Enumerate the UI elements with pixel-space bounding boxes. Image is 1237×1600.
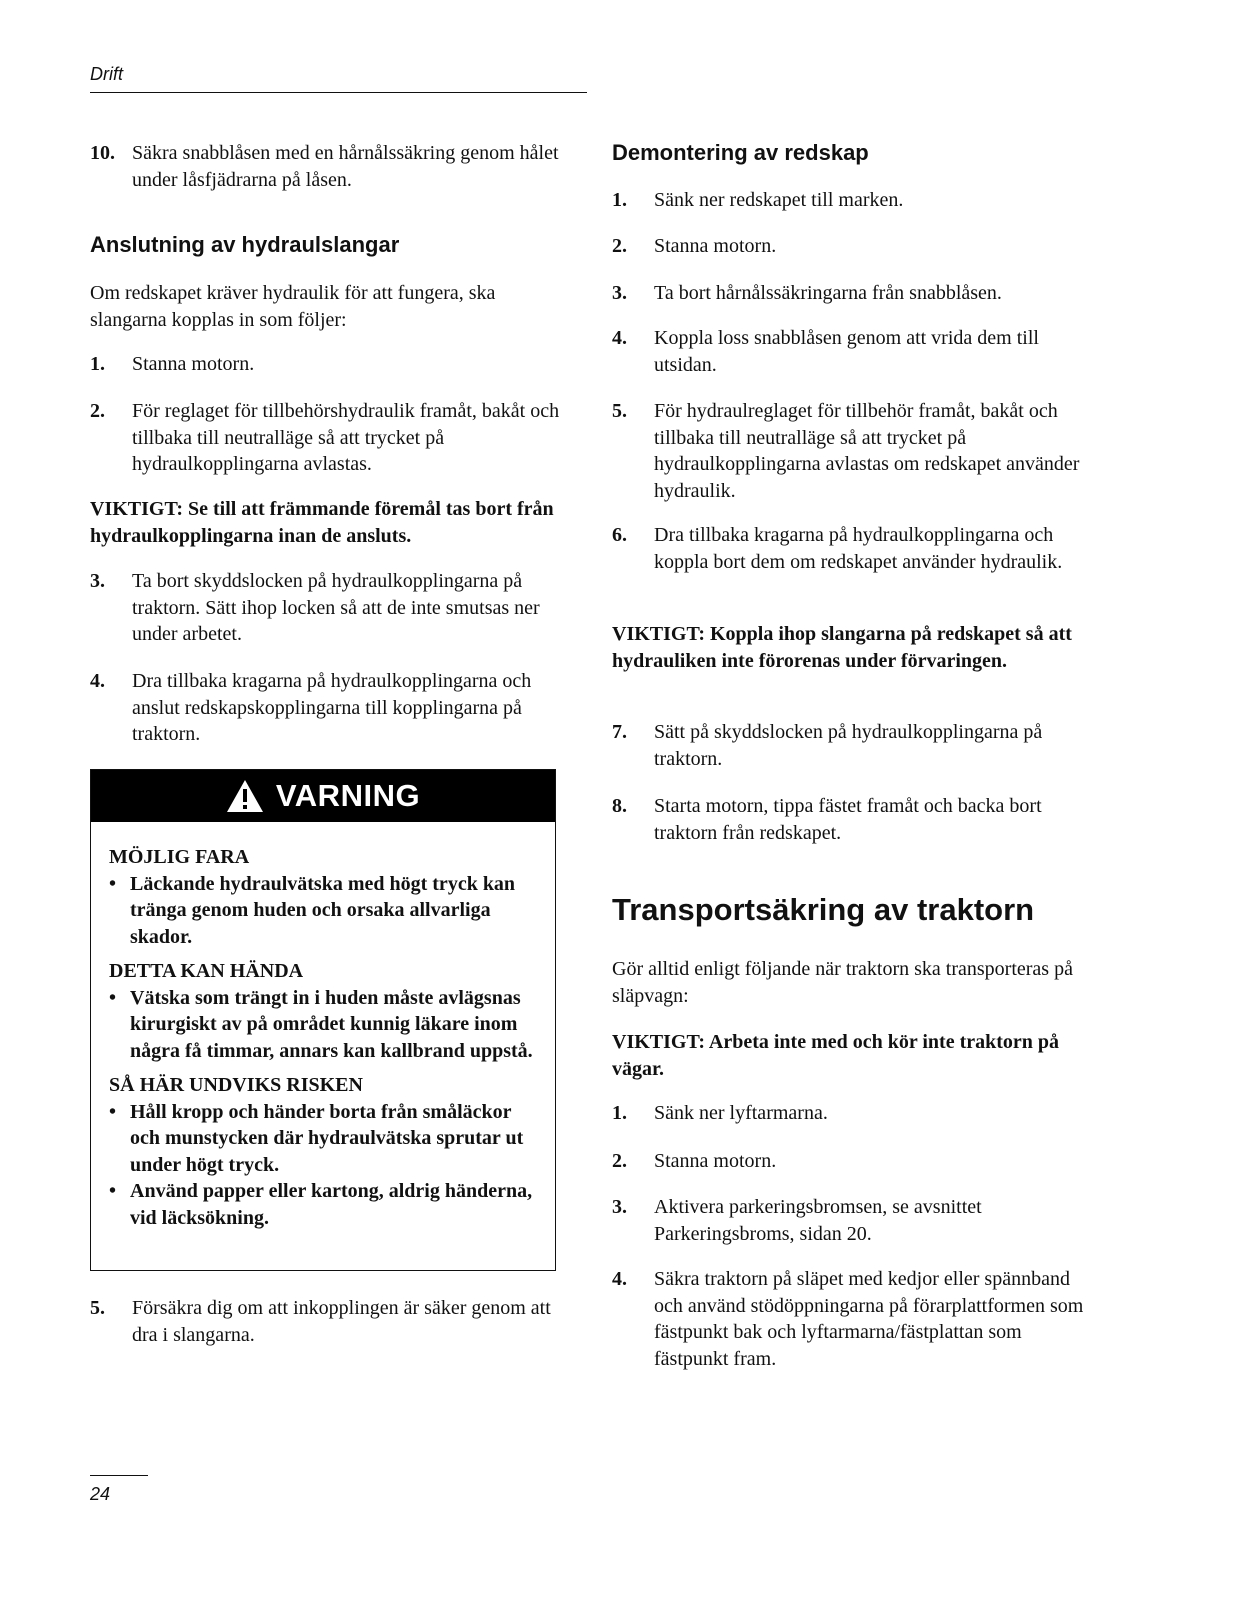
consequence-item [109,985,537,1065]
important-note: VIKTIGT: Se till att främmande föremål tas bort från hydraulkopplingarna inan de ansluts. [90,498,554,547]
step-text: Säkra traktorn på släpet med kedjor eller spännband och använd stödöppningarna på förarplattformen som fästpunkt bak och lyftarmarna/fästplattan som fästpunkt fram. [654,1268,1084,1370]
step-10 [90,140,568,193]
hazard-item [109,871,537,951]
heading-remove-implement: Demontering av redskap [612,140,869,165]
step-text: Säkra snabblåsen med en hårnålssäkring genom hålet under låsfjädrarna på låsen. [132,142,559,191]
step-number: 7. [612,721,627,743]
step-4 [90,668,568,748]
step-7 [612,719,1090,772]
important-note: VIKTIGT: Arbeta inte med och kör inte traktorn på vägar. [612,1031,1060,1080]
step-number: 6. [612,524,627,546]
bullet-icon: • [109,986,117,1009]
step-text: Dra tillbaka kragarna på hydraulkopplingarna och anslut redskapskopplingarna till kopplingarna på traktorn. [132,670,532,745]
step-number: 2. [90,400,105,422]
step-number: 4. [612,1268,627,1290]
transport-step-3 [612,1194,1090,1247]
avoid-item [109,1099,537,1179]
step-text: För hydraulreglaget för tillbehör framåt, bakåt och tillbaka till neutralläge så att trycket på hydraulkopplingarna avlastas om redskapet använder hydraulik. [654,400,1080,502]
step-2 [612,233,1090,260]
step-number: 5. [612,400,627,422]
step-text: Ta bort hårnålssäkringarna från snabblåsen. [654,282,1002,304]
warning-triangle-icon [226,779,264,813]
bullet-text: Använd papper eller kartong, aldrig händerna, vid läcksökning. [130,1180,533,1229]
step-text: För reglaget för tillbehörshydraulik framåt, bakåt och tillbaka till neutralläge så att trycket på hydraulkopplingarna avlastas. [132,400,560,475]
step-number: 1. [612,1102,627,1124]
step-text: Ta bort skyddslocken på hydraulkopplingarna på traktorn. Sätt ihop locken så att de inte smutsas ner under arbetet. [132,570,540,645]
avoid-item [109,1178,537,1231]
bullet-icon: • [109,1100,117,1123]
header-rule [90,92,587,93]
consequence-label: DETTA KAN HÄNDA [109,960,304,982]
step-5 [612,398,1090,504]
heading-transport: Transportsäkring av traktorn [612,892,1035,927]
step-number: 3. [612,282,627,304]
step-1 [612,187,1090,214]
step-text: Sätt på skyddslocken på hydraulkopplingarna på traktorn. [654,721,1043,770]
step-number: 4. [90,670,105,692]
step-text: Stanna motorn. [654,235,777,257]
bullet-text: Vätska som trängt in i huden måste avlägsnas kirurgiskt av på området kunnig läkare inom några få timmar, annars kan kallbrand uppstå. [130,986,533,1062]
warning-box [90,769,556,1271]
step-number: 10. [90,142,115,164]
step-number: 2. [612,235,627,257]
step-text: Stanna motorn. [132,353,255,375]
step-8 [612,793,1090,846]
transport-step-4 [612,1266,1090,1372]
step-number: 1. [90,353,105,375]
hazard-label: MÖJLIG FARA [109,846,250,868]
warning-title: VARNING [275,778,421,813]
footer-rule [90,1475,148,1476]
step-2 [90,398,568,478]
step-number: 2. [612,1150,627,1172]
transport-intro: Gör alltid enligt följande när traktorn ska transporteras på släpvagn: [612,958,1073,1007]
bullet-text: Håll kropp och händer borta från småläckor och munstycken där hydraulvätska sprutar ut under högt tryck. [130,1100,524,1176]
warning-banner [91,770,555,822]
step-number: 4. [612,327,627,349]
step-3 [612,280,1090,307]
step-number: 1. [612,189,627,211]
step-4 [612,325,1090,378]
step-text: Stanna motorn. [654,1150,777,1172]
step-number: 3. [90,570,105,592]
step-text: Sänk ner lyftarmarna. [654,1102,828,1124]
hydraulics-intro: Om redskapet kräver hydraulik för att fungera, ska slangarna kopplas in som följer: [90,282,496,331]
step-6 [612,522,1090,575]
step-1 [90,351,568,378]
transport-step-2 [612,1148,1090,1175]
step-number: 5. [90,1297,105,1319]
avoid-label: SÅ HÄR UNDVIKS RISKEN [109,1074,363,1096]
important-note: VIKTIGT: Koppla ihop slangarna på redskapet så att hydrauliken inte förorenas under förvaringen. [612,623,1072,672]
step-text: Koppla loss snabblåsen genom att vrida dem till utsidan. [654,327,1039,376]
bullet-icon: • [109,1180,117,1202]
step-text: Försäkra dig om att inkopplingen är säker genom att dra i slangarna. [132,1297,551,1346]
page-number: 24 [90,1484,111,1504]
transport-step-1 [612,1100,1090,1127]
heading-hydraulic-hoses: Anslutning av hydraulslangar [90,232,400,257]
bullet-text: Läckande hydraulvätska med högt tryck kan tränga genom huden och orsaka allvarliga skador. [130,872,516,948]
running-header: Drift [90,64,123,84]
step-5 [90,1295,568,1348]
step-3 [90,568,568,648]
bullet-icon: • [109,872,117,895]
step-text: Dra tillbaka kragarna på hydraulkopplingarna och koppla bort dem om redskapet använder hydraulik. [654,524,1063,573]
step-number: 3. [612,1196,627,1218]
step-text: Sänk ner redskapet till marken. [654,189,904,211]
step-text: Starta motorn, tippa fästet framåt och backa bort traktorn från redskapet. [654,795,1042,844]
step-number: 8. [612,795,627,817]
step-text: Aktivera parkeringsbromsen, se avsnittet Parkeringsbroms, sidan 20. [654,1196,982,1245]
